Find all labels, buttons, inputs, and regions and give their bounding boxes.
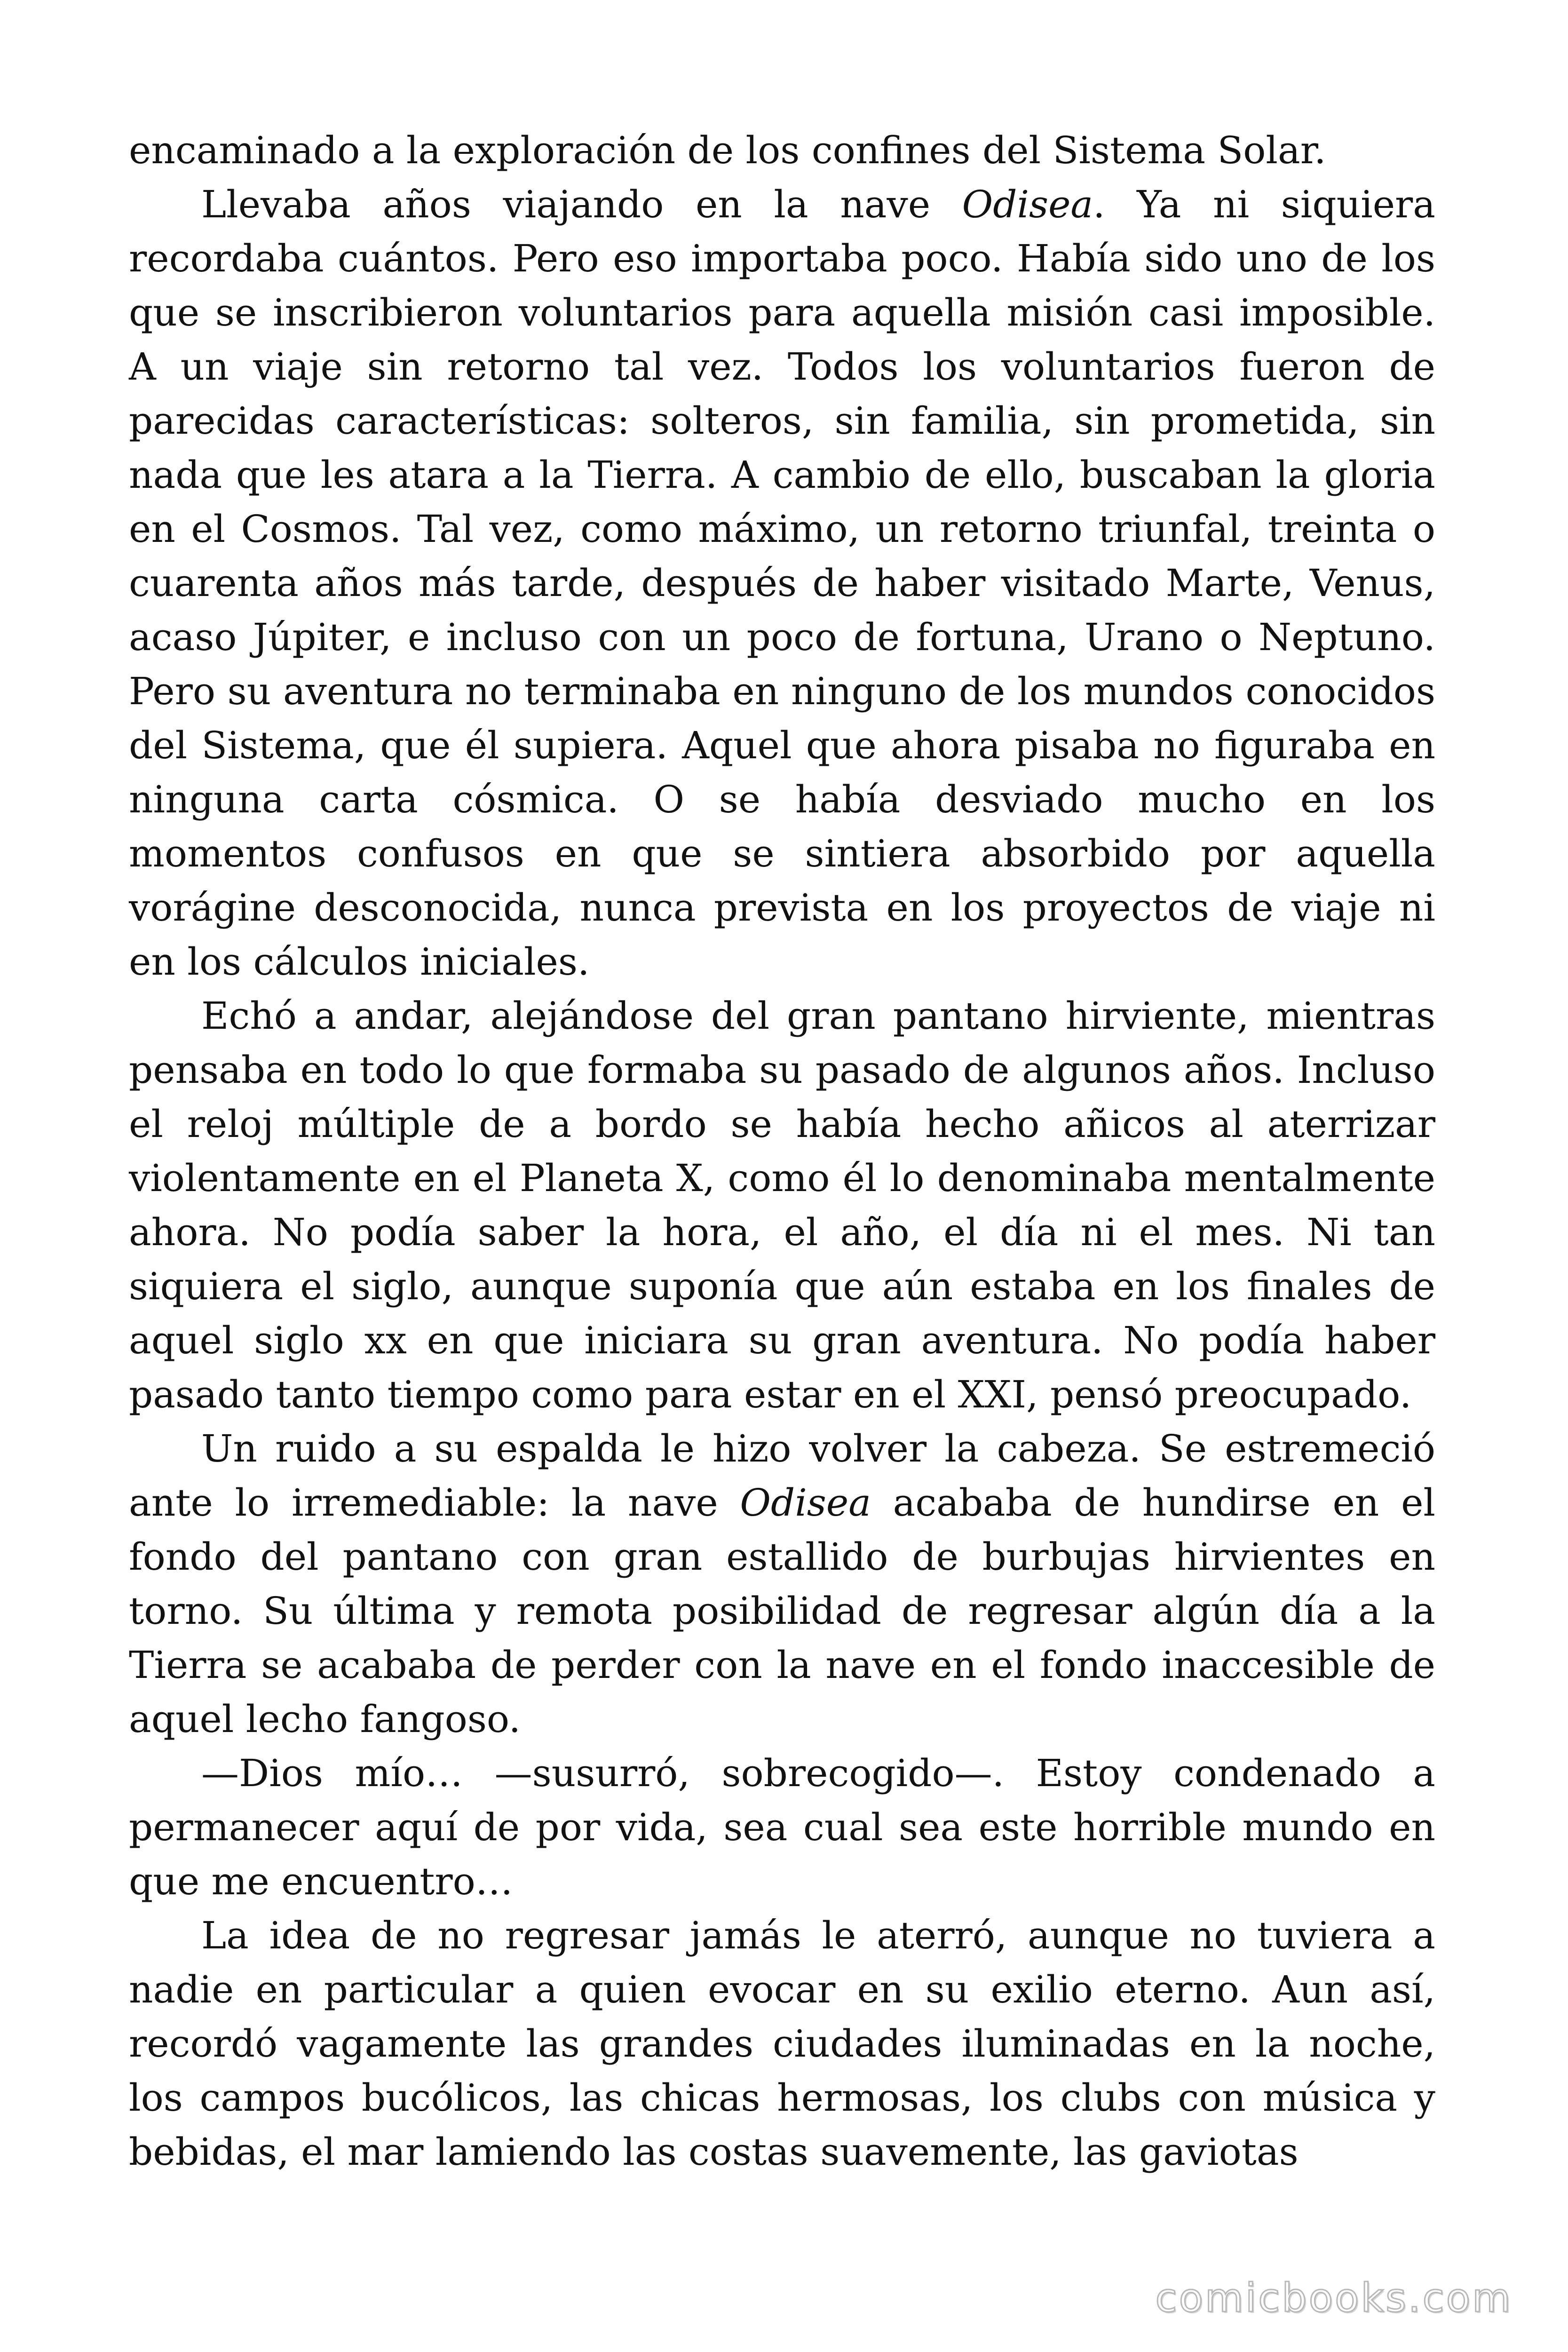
text-run: . Ya ni siquiera recordaba cuántos. Pero eso importaba poco. Había sido uno de los que se inscribieron voluntarios para aquella misión casi imposible. A un viaje sin retorno tal vez. Todos los voluntarios fueron de parecidas características: solteros, sin familia, sin prometida, sin nada que les atara a la Tierra. A cambio de ello, buscaban la gloria en el Cosmos. Tal vez, como máximo, un retorno triunfal, treinta o cuarenta años más tarde, después de haber visitado Marte, Venus, acaso Júpiter, e incluso con un poco de fortuna, Urano o Neptuno. Pero su aventura no terminaba en ninguno de los mundos conocidos del Sistema, que él supiera. Aquel que ahora pisaba no figuraba en ninguna carta cósmica. O se había desviado mucho en los momentos confusos en que se sintiera absorbido por aquella vorágine desconocida, nunca prevista en los proyectos de viaje ni en los cálculos iniciales. <box>129 183 1435 984</box>
watermark-text: comicbooks.com <box>1155 2275 1513 2321</box>
body-text <box>129 123 1435 2179</box>
paragraph <box>129 1422 1435 1746</box>
text-run: acababa de hundirse en el fondo del pantano con gran estallido de burbujas hirvientes en torno. Su última y remota posibilidad de regresar algún día a la Tierra se acababa de perder con la nave en el fondo inaccesible de aquel lecho fangoso. <box>129 1481 1435 1741</box>
text-run: encaminado a la exploración de los confines del Sistema Solar. <box>129 128 1326 172</box>
paragraph <box>129 123 1435 177</box>
italic-text-run: Odisea <box>740 1481 871 1525</box>
paragraph <box>129 177 1435 989</box>
text-run: —Dios mío… —susurró, sobrecogido—. Estoy condenado a permanecer aquí de por vida, sea cual sea este horrible mundo en que me encuentro… <box>129 1751 1435 1903</box>
text-run: Llevaba años viajando en la nave <box>201 183 962 226</box>
italic-text-run: Odisea <box>962 183 1093 226</box>
paragraph <box>129 989 1435 1422</box>
paragraph <box>129 1746 1435 1908</box>
text-run: Un ruido a su espalda le hizo volver la cabeza. Se estremeció ante lo irremediable: la nave <box>129 1427 1435 1525</box>
text-run: La idea de no regresar jamás le aterró, aunque no tuviera a nadie en particular a quien evocar en su exilio eterno. Aun así, recordó vagamente las grandes ciudades iluminadas en la noche, los campos bucólicos, las chicas hermosas, los clubs con música y bebidas, el mar lamiendo las costas suavemente, las gaviotas <box>129 1914 1435 2174</box>
text-run: Echó a andar, alejándose del gran pantano hirviente, mientras pensaba en todo lo que formaba su pasado de algunos años. Incluso el reloj múltiple de a bordo se había hecho añicos al aterrizar violentamente en el Planeta X, como él lo denominaba mentalmente ahora. No podía saber la hora, el año, el día ni el mes. Ni tan siquiera el siglo, aunque suponía que aún estaba en los finales de aquel siglo xx en que iniciara su gran aventura. No podía haber pasado tanto tiempo como para estar en el XXI, pensó preocupado. <box>129 994 1435 1416</box>
paragraph <box>129 1908 1435 2179</box>
